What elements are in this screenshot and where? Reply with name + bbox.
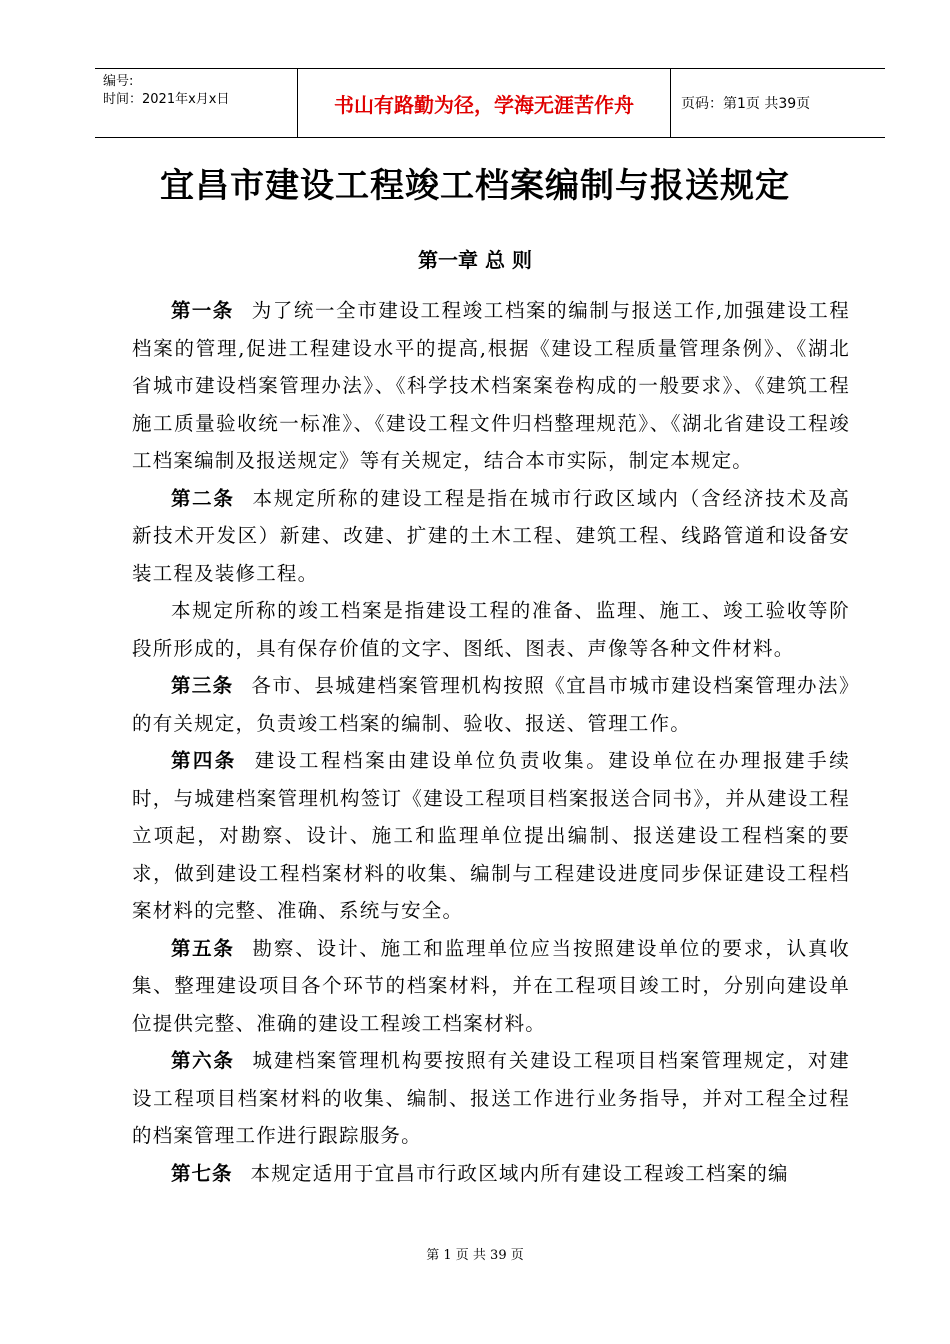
article-label: 第四条 [171, 749, 237, 772]
paragraph-article-2-continued [132, 592, 850, 667]
article-label: 第七条 [171, 1161, 233, 1185]
chapter-heading: 第一章 总 则 [418, 248, 532, 272]
header-motto: 书山有路勤为径，学海无涯苦作舟 [297, 69, 671, 137]
paragraph-article-6 [132, 1042, 850, 1155]
article-text: 本规定适用于宜昌市行政区域内所有建设工程竣工档案的编 [250, 1161, 789, 1185]
page-footer: 第 1 页 共 39 页 [426, 1248, 524, 1263]
paragraph-article-5 [132, 930, 850, 1043]
paragraph-article-1 [132, 292, 850, 480]
article-text: 建设工程档案由建设单位负责收集。建设单位在办理报建手续时，与城建档案管理机构签订《建设工程项目档案报送合同书》，并从建设工程立项起，对勘察、设计、施工和监理单位提出编制、报送建设工程档案的要求，做到建设工程档案材料的收集、编制与工程建设进度同步保证建设工程档案材料的完整、准确、系统与安全。 [132, 749, 850, 922]
paragraph-article-2 [132, 480, 850, 593]
article-text: 各市、县城建档案管理机构按照《宜昌市城市建设档案管理办法》的有关规定，负责竣工档案的编制、验收、报送、管理工作。 [132, 674, 850, 735]
article-label: 第二条 [171, 486, 235, 510]
document-time: 时间：2021年x月x日 [103, 92, 230, 107]
document-body [132, 292, 850, 1192]
article-label: 第一条 [171, 299, 234, 322]
article-label: 第三条 [171, 674, 234, 697]
paragraph-article-3 [132, 667, 850, 742]
page-header [95, 68, 885, 138]
header-meta [95, 69, 297, 137]
paragraph-article-7 [132, 1155, 850, 1193]
article-label: 第六条 [171, 1049, 235, 1072]
article-text: 勘察、设计、施工和监理单位应当按照建设单位的要求，认真收集、整理建设项目各个环节的档案材料，并在工程项目竣工时，分别向建设单位提供完整、准确的建设工程竣工档案材料。 [132, 936, 850, 1035]
header-page-info: 页码：第1页 共39页 [681, 96, 811, 112]
article-text: 本规定所称的竣工档案是指建设工程的准备、监理、施工、竣工验收等阶段所形成的，具有保存价值的文字、图纸、图表、声像等各种文件材料。 [132, 599, 850, 660]
paragraph-article-4 [132, 742, 850, 930]
article-text: 城建档案管理机构要按照有关建设工程项目档案管理规定，对建设工程项目档案材料的收集、编制、报送工作进行业务指导，并对工程全过程的档案管理工作进行跟踪服务。 [132, 1049, 850, 1147]
document-number-label: 编号: [103, 74, 134, 89]
article-text: 为了统一全市建设工程竣工档案的编制与报送工作,加强建设工程档案的管理,促进工程建设水平的提高,根据《建设工程质量管理条例》、《湖北省城市建设档案管理办法》、《科学技术档案案卷构成的一般要求》、《建筑工程施工质量验收统一标准》、《建设工程文件归档整理规范》、《湖北省建设工程竣工档案编制及报送规定》等有关规定，结合本市实际，制定本规定。 [132, 299, 850, 472]
article-text: 本规定所称的建设工程是指在城市行政区域内（含经济技术及高新技术开发区）新建、改建、扩建的土木工程、建筑工程、线路管道和设备安装工程及装修工程。 [132, 486, 850, 585]
article-label: 第五条 [171, 936, 235, 960]
document-title: 宜昌市建设工程竣工档案编制与报送规定 [160, 166, 790, 206]
